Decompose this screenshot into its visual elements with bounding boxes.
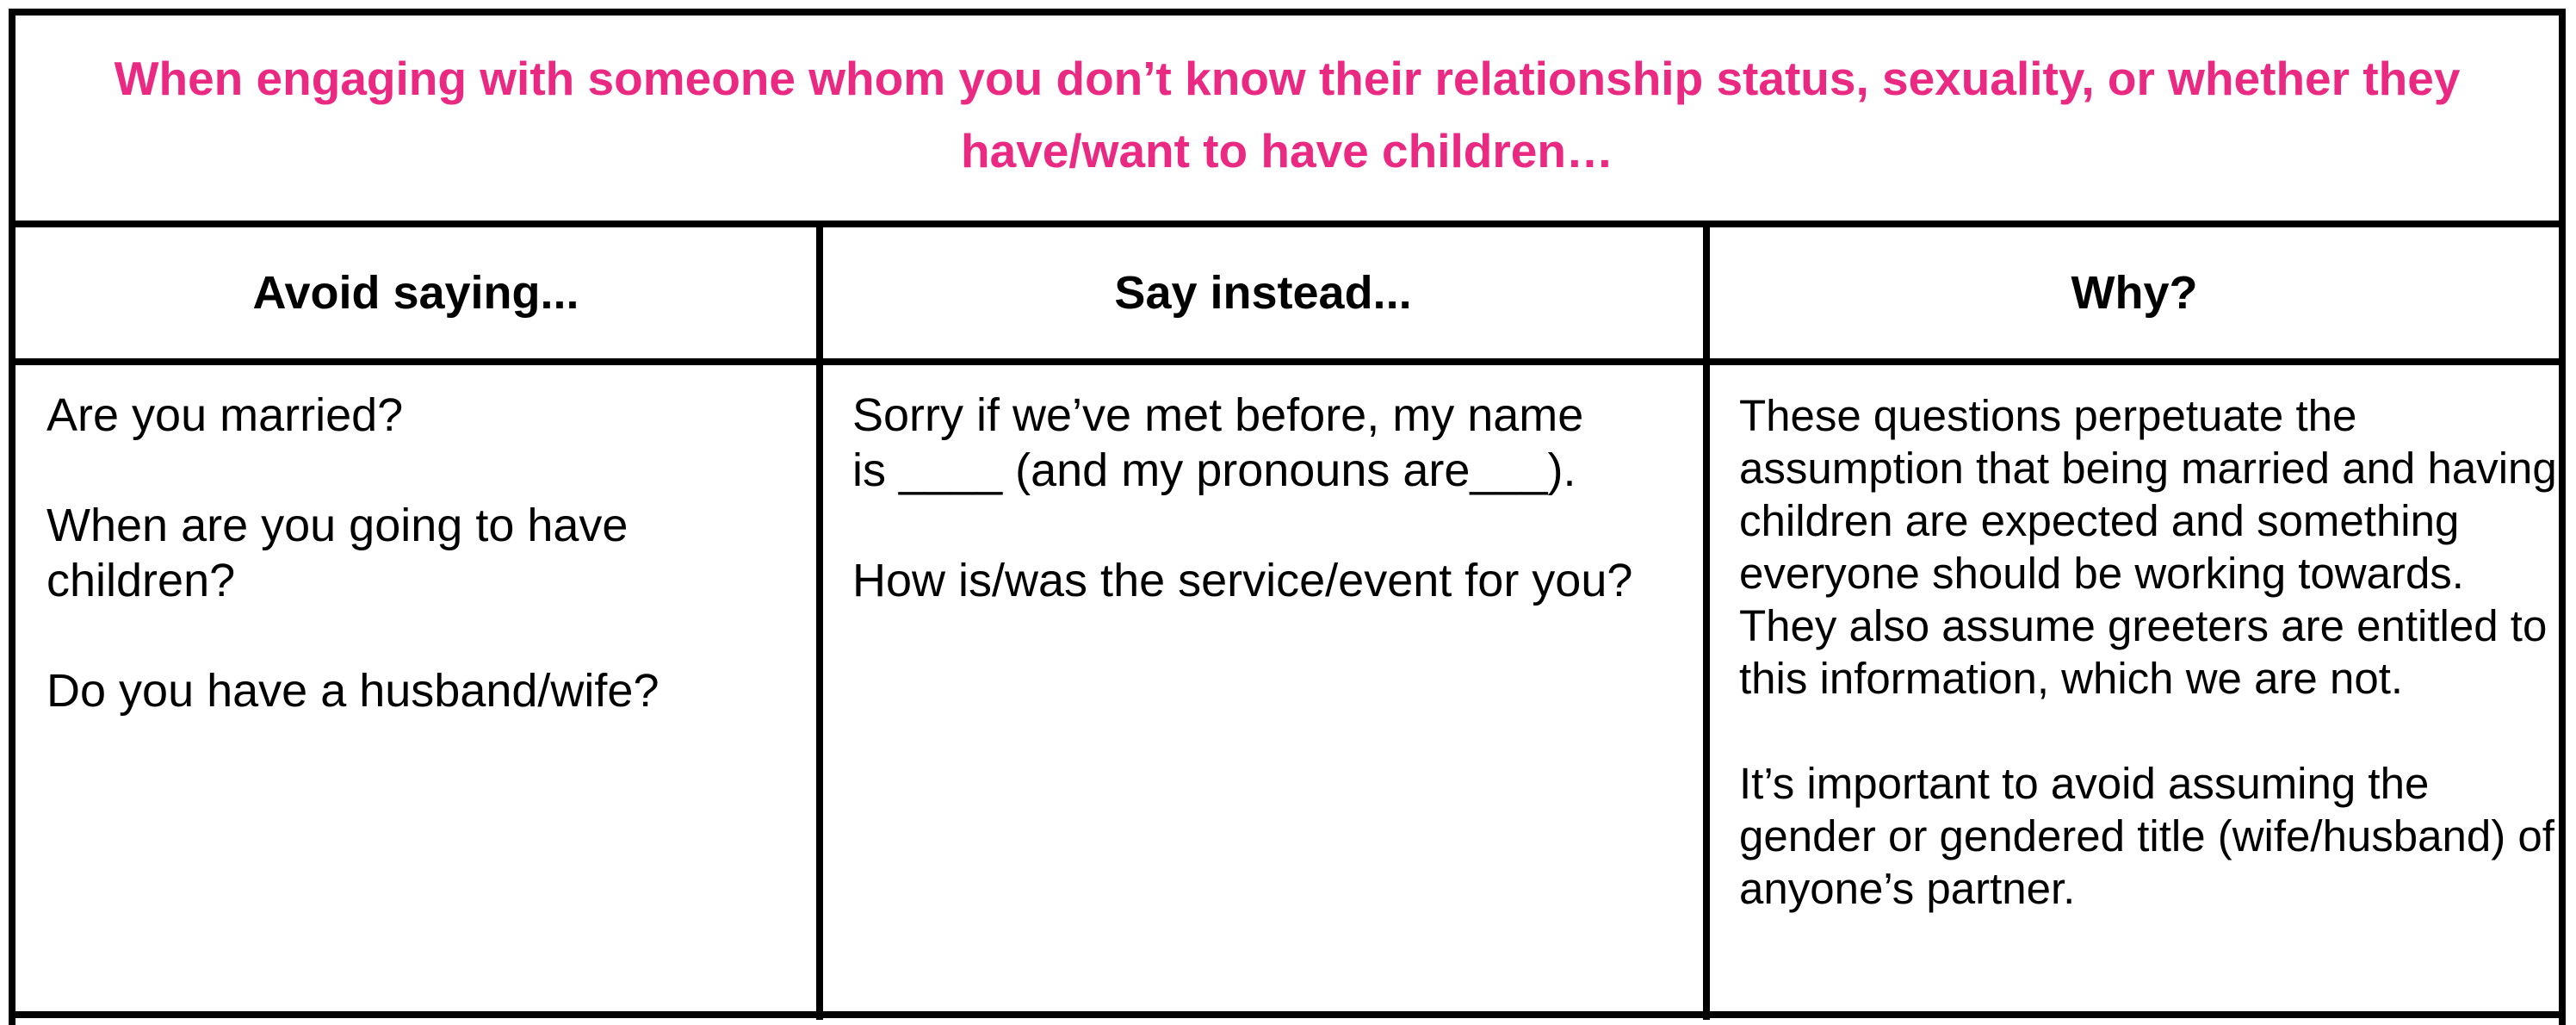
column-heading-avoid: Avoid saying... <box>252 267 579 319</box>
say-instead-item: How is/was the service/event for you? <box>852 555 1633 606</box>
guidance-table <box>9 9 2566 1025</box>
table-header-band <box>15 16 2559 227</box>
why-paragraph: These questions perpetuate the assumption that being married and having children are expected and something everyone should be working towards. They also assume greeters are entitled to this information, which we are not. <box>1739 391 2557 703</box>
why-paragraph: It’s important to avoid assuming the gender or gendered title (wife/husband) of anyone’s partner. <box>1739 759 2554 913</box>
say-instead-item: Sorry if we’ve met before, my name is ____ (and my pronouns are___). <box>852 389 1584 496</box>
column-heading-instead: Say instead... <box>1114 267 1412 319</box>
avoid-cell <box>46 365 804 718</box>
heading-row-divider <box>15 358 2559 365</box>
say-instead-cell <box>852 365 1687 608</box>
table-bottom-rule <box>15 1011 2559 1018</box>
column-divider-1 <box>816 227 823 1020</box>
avoid-item: Do you have a husband/wife? <box>46 665 659 717</box>
avoid-item: Are you married? <box>46 389 404 441</box>
column-divider-2 <box>1703 227 1710 1020</box>
avoid-item: When are you going to have children? <box>46 500 629 606</box>
column-heading-why: Why? <box>2071 267 2198 319</box>
table-title: When engaging with someone whom you don’t know their relationship status, sexuality, or whether they have/want to have children… <box>114 52 2461 177</box>
why-cell <box>1739 365 2557 915</box>
